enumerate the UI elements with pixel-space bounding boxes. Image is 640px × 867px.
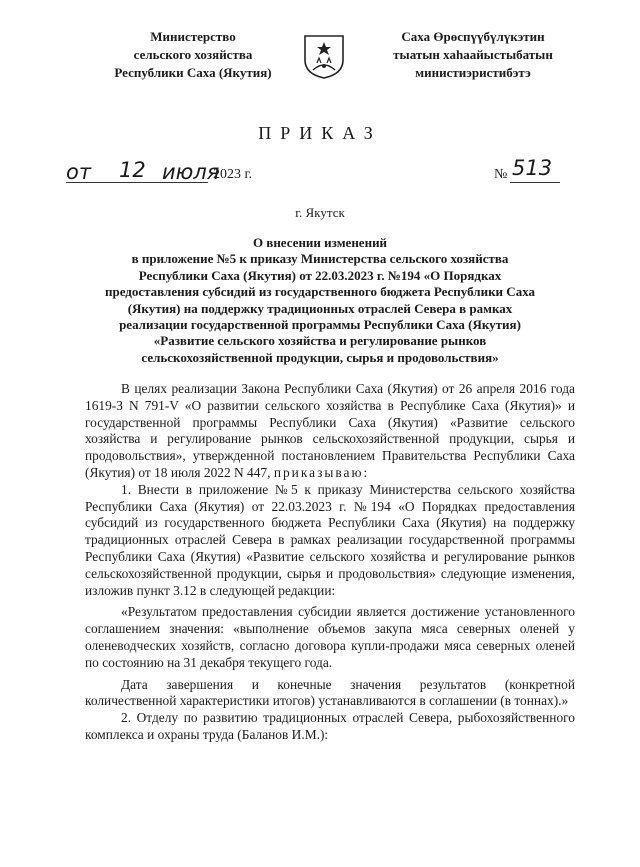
subject-line: сельскохозяйственной продукции, сырья и продовольствия» xyxy=(141,349,499,365)
ministry-name-line: тыатын хаһаайыстыбатын xyxy=(393,47,553,62)
ministry-name-line: сельского хозяйства xyxy=(133,47,253,62)
subject-line: реализации государственной программы Республики Саха (Якутия) xyxy=(119,317,521,333)
ministry-name-line: Министерство xyxy=(150,29,236,44)
subject-line: (Якутия) на поддержку традиционных отраслей Севера в рамках xyxy=(127,300,513,316)
city: г. Якутск xyxy=(295,205,345,220)
quoted-date-paragraph: Дата завершения и конечные значения результатов (конкретной количественной характеристики итогов) устанавливаются в соглашении (в тоннах).» xyxy=(85,676,575,709)
number-sign: № xyxy=(494,167,508,182)
date-year: 2023 г. xyxy=(213,167,253,182)
subject-line: «Развитие сельского хозяйства и регулирование рынков xyxy=(153,333,487,349)
quoted-result-paragraph: «Результатом предоставления субсидии является достижение установленного соглашением значения: «выполнение объемов закупа мяса северных оленей у оленеводческих хозяйств, согласно договора купли-продажи мяса северных оленей по состоянию на 31 декабря текущего года. xyxy=(85,604,575,670)
subject-line: в приложение №5 к приказу Министерства сельского хозяйства xyxy=(131,251,509,267)
order-number: 513 xyxy=(512,156,553,180)
coat-of-arms-emblem xyxy=(301,30,347,80)
ministry-name-russian xyxy=(88,28,298,82)
subject-line: предоставления субсидий из государственного бюджета Республики Саха xyxy=(104,284,536,300)
preamble-text: В целях реализации Закона Республики Саха (Якутия) от 26 апреля 2016 года 1619-З N 791-V «О развитии сельского хозяйства в Республике Саха (Якутия)» и государственной программы Республики Саха (Якутия) «Развитие сельского хозяйства и регулирование рынков сельскохозяйственной продукции, сырья и продовольствия», утвержденной постановлением Правительства Республики Саха (Якутия) от 18 июля 2022 N 447, xyxy=(85,381,575,480)
date-prefix: от xyxy=(66,160,92,184)
date-day: 12 xyxy=(119,158,146,182)
order-subject xyxy=(98,235,542,366)
date-month: июля xyxy=(162,160,220,184)
order-word: приказываю: xyxy=(273,464,370,480)
preamble-paragraph xyxy=(85,381,575,482)
clause-1-paragraph: 1. Внести в приложение №5 к приказу Министерства сельского хозяйства Республики Саха (Якутия) от 22.03.2023 г. №194 «О Порядках предоставления субсидий из государственного бюджета Республики Саха (Якутия) на поддержку традиционных отраслей Севера в рамках реализации государственной программы Республики Саха (Якутия) «Развитие сельского хозяйства и регулирование рынков сельскохозяйственной продукции, сырья и продовольствия» следующие изменения, изложив пункт 3.12 в следующей редакции: xyxy=(85,481,575,598)
clause-2-paragraph: 2. Отделу по развитию традиционных отраслей Севера, рыбохозяйственного комплекса и охраны труда (Баланов И.М.): xyxy=(85,710,575,742)
subject-line: Республики Саха (Якутия) от 22.03.2023 г. №194 «О Порядках xyxy=(138,267,502,283)
ministry-name-line: Республики Саха (Якутия) xyxy=(114,65,272,80)
ministry-name-yakut xyxy=(368,28,578,82)
ministry-name-line: министиэристибэтэ xyxy=(415,65,531,80)
number-underline xyxy=(510,182,560,183)
order-body xyxy=(85,381,575,744)
ministry-name-line: Саха Өрөспүүбүлүкэтин xyxy=(401,29,545,44)
subject-line: О внесении изменений xyxy=(252,235,388,250)
document-title: ПРИКАЗ xyxy=(258,123,382,143)
date-underline xyxy=(66,182,208,183)
date-and-number-row xyxy=(66,156,586,188)
